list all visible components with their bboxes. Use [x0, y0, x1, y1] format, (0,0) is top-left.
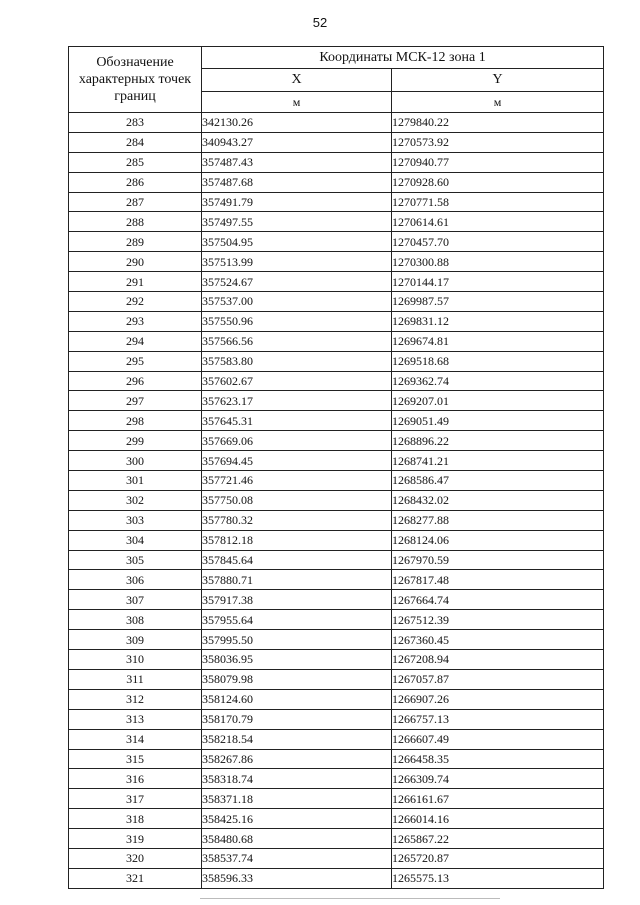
- y-coordinate-cell: 1267057.87: [392, 669, 604, 689]
- table-row: [69, 351, 604, 371]
- x-coordinate-cell: 357524.67: [202, 272, 392, 292]
- table-row: [69, 809, 604, 829]
- y-coordinate-cell: 1267208.94: [392, 650, 604, 670]
- y-coordinate-cell: 1266014.16: [392, 809, 604, 829]
- point-number-cell: 284: [69, 132, 202, 152]
- point-number-cell: 291: [69, 272, 202, 292]
- x-coordinate-cell: 358267.86: [202, 749, 392, 769]
- point-number-cell: 293: [69, 311, 202, 331]
- y-coordinate-cell: 1266607.49: [392, 729, 604, 749]
- table-row: [69, 331, 604, 351]
- table-row: [69, 848, 604, 868]
- y-coordinate-cell: 1268896.22: [392, 431, 604, 451]
- y-coordinate-cell: 1269987.57: [392, 292, 604, 312]
- point-number-cell: 316: [69, 769, 202, 789]
- point-number-cell: 309: [69, 630, 202, 650]
- y-coordinate-cell: 1270457.70: [392, 232, 604, 252]
- y-coordinate-cell: 1267360.45: [392, 630, 604, 650]
- point-number-cell: 320: [69, 848, 202, 868]
- x-coordinate-cell: 358371.18: [202, 789, 392, 809]
- y-axis-header: Y: [392, 69, 604, 92]
- point-number-cell: 321: [69, 868, 202, 888]
- y-coordinate-cell: 1267512.39: [392, 610, 604, 630]
- table-row: [69, 371, 604, 391]
- y-coordinate-cell: 1269831.12: [392, 311, 604, 331]
- x-coordinate-cell: 357955.64: [202, 610, 392, 630]
- x-coordinate-cell: 357602.67: [202, 371, 392, 391]
- y-coordinate-cell: 1269362.74: [392, 371, 604, 391]
- point-number-cell: 294: [69, 331, 202, 351]
- x-coordinate-cell: 358537.74: [202, 848, 392, 868]
- x-coordinate-cell: 358079.98: [202, 669, 392, 689]
- x-unit-header: м: [202, 92, 392, 113]
- y-coordinate-cell: 1270928.60: [392, 172, 604, 192]
- table-row: [69, 729, 604, 749]
- point-number-cell: 292: [69, 292, 202, 312]
- y-coordinate-cell: 1270573.92: [392, 132, 604, 152]
- point-number-cell: 298: [69, 411, 202, 431]
- y-coordinate-cell: 1266161.67: [392, 789, 604, 809]
- table-row: [69, 550, 604, 570]
- table-row: [69, 451, 604, 471]
- table-row: [69, 570, 604, 590]
- y-coordinate-cell: 1267817.48: [392, 570, 604, 590]
- point-number-cell: 295: [69, 351, 202, 371]
- table-row: [69, 471, 604, 491]
- table-row: [69, 590, 604, 610]
- table-row: [69, 650, 604, 670]
- table-row: [69, 411, 604, 431]
- point-number-cell: 312: [69, 689, 202, 709]
- x-coordinate-cell: 357880.71: [202, 570, 392, 590]
- point-number-cell: 288: [69, 212, 202, 232]
- x-coordinate-cell: 340943.27: [202, 132, 392, 152]
- y-coordinate-cell: 1265575.13: [392, 868, 604, 888]
- y-coordinate-cell: 1269518.68: [392, 351, 604, 371]
- y-coordinate-cell: 1268432.02: [392, 490, 604, 510]
- x-coordinate-cell: 357504.95: [202, 232, 392, 252]
- point-number-cell: 314: [69, 729, 202, 749]
- table-row: [69, 132, 604, 152]
- y-unit-header: м: [392, 92, 604, 113]
- table-row: [69, 530, 604, 550]
- x-coordinate-cell: 358170.79: [202, 709, 392, 729]
- coordinates-table: [68, 46, 604, 889]
- page-number: 52: [312, 15, 328, 30]
- x-coordinate-cell: 357995.50: [202, 630, 392, 650]
- y-coordinate-cell: 1268277.88: [392, 510, 604, 530]
- table-row: [69, 152, 604, 172]
- x-coordinate-cell: 358124.60: [202, 689, 392, 709]
- table-row: [69, 769, 604, 789]
- table-row: [69, 311, 604, 331]
- point-number-cell: 299: [69, 431, 202, 451]
- x-coordinate-cell: 358425.16: [202, 809, 392, 829]
- table-row: [69, 272, 604, 292]
- table-row: [69, 490, 604, 510]
- y-coordinate-cell: 1270614.61: [392, 212, 604, 232]
- x-coordinate-cell: 358218.54: [202, 729, 392, 749]
- table-row: [69, 431, 604, 451]
- x-coordinate-cell: 357845.64: [202, 550, 392, 570]
- point-number-cell: 283: [69, 113, 202, 133]
- point-number-cell: 297: [69, 391, 202, 411]
- table-row: [69, 212, 604, 232]
- y-coordinate-cell: 1265867.22: [392, 829, 604, 849]
- x-coordinate-cell: 357566.56: [202, 331, 392, 351]
- x-coordinate-cell: 342130.26: [202, 113, 392, 133]
- table-row: [69, 689, 604, 709]
- x-coordinate-cell: 358318.74: [202, 769, 392, 789]
- y-coordinate-cell: 1270940.77: [392, 152, 604, 172]
- y-coordinate-cell: 1266458.35: [392, 749, 604, 769]
- point-designation-header: Обозначение характерных точек границ: [69, 47, 202, 113]
- x-coordinate-cell: 358036.95: [202, 650, 392, 670]
- x-coordinate-cell: 357645.31: [202, 411, 392, 431]
- table-row: [69, 868, 604, 888]
- point-number-cell: 303: [69, 510, 202, 530]
- y-coordinate-cell: 1267664.74: [392, 590, 604, 610]
- x-coordinate-cell: 357497.55: [202, 212, 392, 232]
- point-number-cell: 287: [69, 192, 202, 212]
- point-number-cell: 300: [69, 451, 202, 471]
- point-number-cell: 315: [69, 749, 202, 769]
- x-coordinate-cell: 357487.43: [202, 152, 392, 172]
- table-row: [69, 232, 604, 252]
- x-coordinate-cell: 357487.68: [202, 172, 392, 192]
- x-axis-header: X: [202, 69, 392, 92]
- point-number-cell: 317: [69, 789, 202, 809]
- point-number-cell: 311: [69, 669, 202, 689]
- point-number-cell: 307: [69, 590, 202, 610]
- y-coordinate-cell: 1269051.49: [392, 411, 604, 431]
- table-row: [69, 292, 604, 312]
- point-number-cell: 310: [69, 650, 202, 670]
- point-number-cell: 296: [69, 371, 202, 391]
- table-row: [69, 113, 604, 133]
- point-number-cell: 302: [69, 490, 202, 510]
- table-row: [69, 669, 604, 689]
- y-coordinate-cell: 1268741.21: [392, 451, 604, 471]
- x-coordinate-cell: 357550.96: [202, 311, 392, 331]
- x-coordinate-cell: 357583.80: [202, 351, 392, 371]
- table-row: [69, 610, 604, 630]
- x-coordinate-cell: 357669.06: [202, 431, 392, 451]
- point-number-cell: 301: [69, 471, 202, 491]
- x-coordinate-cell: 357694.45: [202, 451, 392, 471]
- point-number-cell: 289: [69, 232, 202, 252]
- y-coordinate-cell: 1270300.88: [392, 252, 604, 272]
- x-coordinate-cell: 357721.46: [202, 471, 392, 491]
- bottom-divider: [200, 898, 500, 899]
- point-number-cell: 286: [69, 172, 202, 192]
- x-coordinate-cell: 357917.38: [202, 590, 392, 610]
- table-row: [69, 829, 604, 849]
- x-coordinate-cell: 357513.99: [202, 252, 392, 272]
- y-coordinate-cell: 1270144.17: [392, 272, 604, 292]
- table-row: [69, 749, 604, 769]
- table-row: [69, 510, 604, 530]
- y-coordinate-cell: 1268586.47: [392, 471, 604, 491]
- x-coordinate-cell: 358480.68: [202, 829, 392, 849]
- coordinate-system-header: Координаты МСК-12 зона 1: [202, 47, 604, 69]
- point-number-cell: 318: [69, 809, 202, 829]
- point-number-cell: 306: [69, 570, 202, 590]
- table-row: [69, 172, 604, 192]
- x-coordinate-cell: 357491.79: [202, 192, 392, 212]
- x-coordinate-cell: 357750.08: [202, 490, 392, 510]
- point-number-cell: 285: [69, 152, 202, 172]
- y-coordinate-cell: 1279840.22: [392, 113, 604, 133]
- y-coordinate-cell: 1269207.01: [392, 391, 604, 411]
- table-row: [69, 252, 604, 272]
- point-number-cell: 304: [69, 530, 202, 550]
- table-row: [69, 391, 604, 411]
- x-coordinate-cell: 357537.00: [202, 292, 392, 312]
- y-coordinate-cell: 1266757.13: [392, 709, 604, 729]
- table-row: [69, 630, 604, 650]
- coordinates-table-body: [69, 113, 604, 889]
- y-coordinate-cell: 1268124.06: [392, 530, 604, 550]
- y-coordinate-cell: 1267970.59: [392, 550, 604, 570]
- y-coordinate-cell: 1265720.87: [392, 848, 604, 868]
- table-row: [69, 709, 604, 729]
- point-number-cell: 290: [69, 252, 202, 272]
- point-number-cell: 313: [69, 709, 202, 729]
- y-coordinate-cell: 1269674.81: [392, 331, 604, 351]
- y-coordinate-cell: 1266907.26: [392, 689, 604, 709]
- point-number-cell: 319: [69, 829, 202, 849]
- point-number-cell: 305: [69, 550, 202, 570]
- y-coordinate-cell: 1266309.74: [392, 769, 604, 789]
- x-coordinate-cell: 357780.32: [202, 510, 392, 530]
- point-number-cell: 308: [69, 610, 202, 630]
- x-coordinate-cell: 357812.18: [202, 530, 392, 550]
- x-coordinate-cell: 358596.33: [202, 868, 392, 888]
- x-coordinate-cell: 357623.17: [202, 391, 392, 411]
- table-row: [69, 789, 604, 809]
- y-coordinate-cell: 1270771.58: [392, 192, 604, 212]
- table-row: [69, 192, 604, 212]
